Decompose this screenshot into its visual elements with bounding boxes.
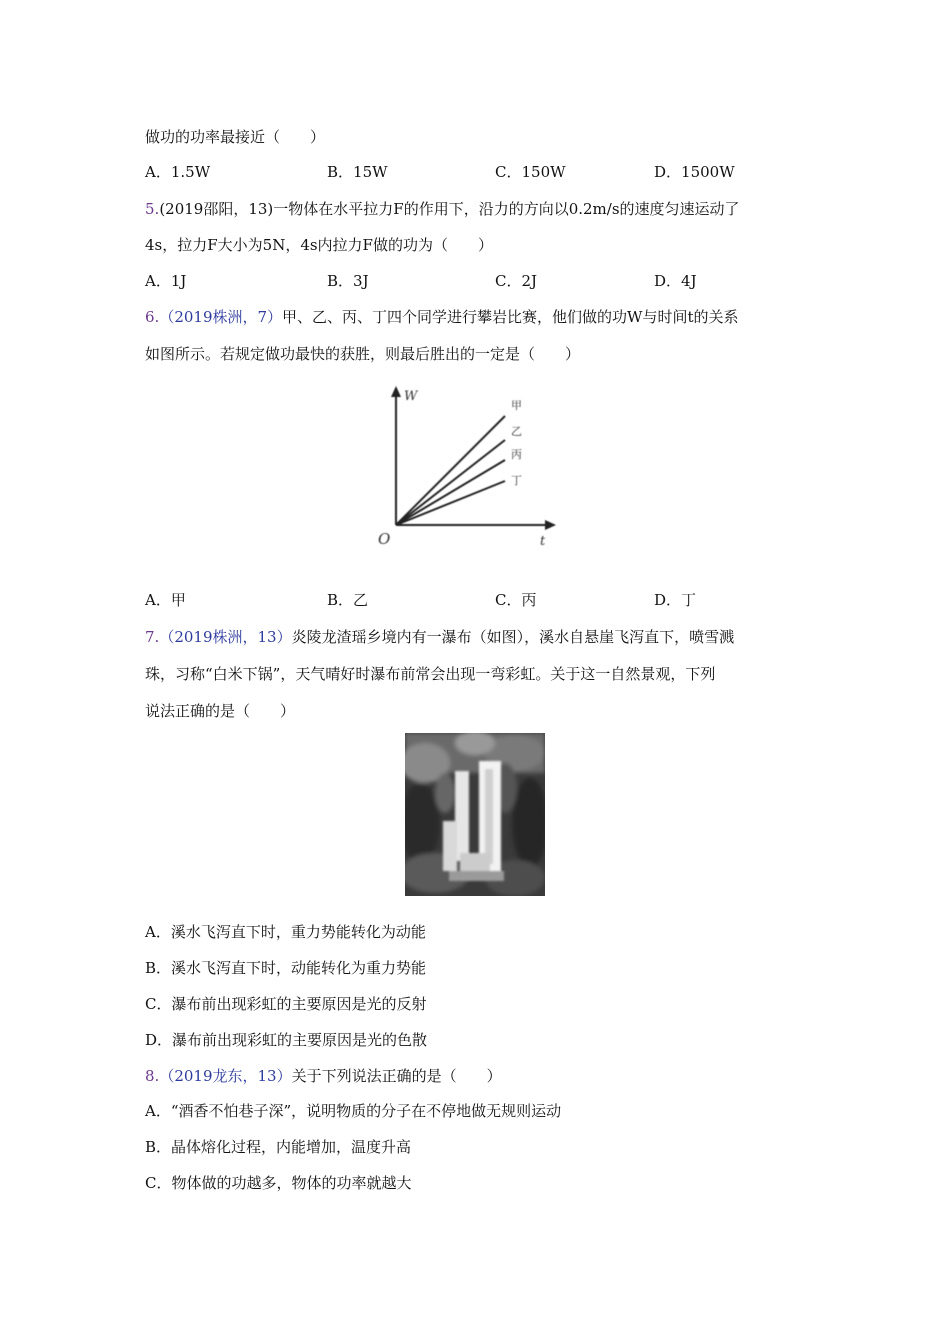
q6-y-axis-arrow — [391, 386, 401, 397]
q6-stem-line2: 如图所示。若规定做功最快的获胜，则最后胜出的一定是（ ） — [145, 345, 581, 363]
q7-stem-line1 — [145, 627, 734, 647]
q7-stem-line3: 说法正确的是（ ） — [145, 702, 296, 720]
q6-label-bing: 丙 — [511, 448, 522, 461]
q6-origin-label: O — [378, 530, 391, 548]
q6-stem-line1 — [145, 307, 738, 327]
q5-source: (2019邵阳，13) — [159, 200, 274, 218]
q7-waterfall-photo — [405, 733, 545, 896]
q4-stem-tail: 做功的功率最接近（ ） — [145, 128, 326, 146]
q6-x-axis-arrow — [545, 520, 556, 530]
q6-x-label: t — [540, 534, 546, 549]
q5-option-d: D．4J — [654, 272, 697, 290]
q6-option-a: A．甲 — [145, 591, 186, 609]
q7-option-b: B．溪水飞泻直下时，动能转化为重力势能 — [145, 959, 427, 977]
q6-option-d: D．丁 — [654, 591, 697, 609]
q4-option-c: C．150W — [495, 163, 566, 181]
q6-stem-text: 甲、乙、丙、丁四个同学进行攀岩比赛，他们做的功W与时间t的关系 — [282, 308, 739, 326]
q4-option-a: A．1.5W — [145, 163, 211, 181]
q7-stem-text: 炎陵龙渣瑶乡境内有一瀑布（如图），溪水自悬崖飞泻直下，喷雪溅 — [291, 628, 735, 646]
q8-source: （2019龙东，13） — [159, 1067, 292, 1085]
q8-option-b: B．晶体熔化过程，内能增加，温度升高 — [145, 1138, 412, 1156]
q7-option-c: C．瀑布前出现彩虹的主要原因是光的反射 — [145, 995, 427, 1013]
q5-number: 5. — [145, 200, 160, 218]
q5-option-b: B．3J — [327, 272, 369, 290]
q5-stem-text: 一物体在水平拉力F的作用下，沿力的方向以0.2m/s的速度匀速运动了 — [273, 200, 740, 218]
q7-source: （2019株洲，13） — [159, 628, 292, 646]
q7-option-d: D．瀑布前出现彩虹的主要原因是光的色散 — [145, 1031, 428, 1049]
q5-option-a: A．1J — [145, 272, 187, 290]
q7-number: 7. — [145, 628, 160, 646]
q6-label-yi: 乙 — [511, 425, 522, 438]
q8-stem-line1 — [145, 1066, 502, 1086]
q8-option-a: A．“酒香不怕巷子深”，说明物质的分子在不停地做无规则运动 — [145, 1102, 562, 1120]
q7-option-a: A．溪水飞泻直下时，重力势能转化为动能 — [145, 923, 426, 941]
q6-option-c: C．丙 — [495, 591, 537, 609]
q4-option-b: B．15W — [327, 163, 388, 181]
q6-option-b: B．乙 — [327, 591, 369, 609]
q6-label-ding: 丁 — [511, 474, 522, 487]
q8-option-c: C．物体做的功越多，物体的功率就越大 — [145, 1174, 412, 1192]
q6-number: 6. — [145, 308, 160, 326]
q5-stem-line1 — [145, 199, 740, 219]
q6-line-yi — [396, 440, 505, 525]
q6-line-ding — [396, 481, 505, 525]
q6-work-time-graph — [370, 380, 570, 550]
q6-y-label: W — [404, 389, 418, 404]
q4-option-d: D．1500W — [654, 163, 735, 181]
q5-stem-line2: 4s，拉力F大小为5N，4s内拉力F做的功为（ ） — [145, 236, 493, 254]
q8-stem-text: 关于下列说法正确的是（ ） — [291, 1067, 502, 1085]
q6-label-jia: 甲 — [511, 399, 522, 412]
q6-source: （2019株洲，7） — [159, 308, 283, 326]
q7-stem-line2: 珠，习称“白米下锅”，天气晴好时瀑布前常会出现一弯彩虹。关于这一自然景观，下列 — [145, 665, 716, 683]
q8-number: 8. — [145, 1067, 160, 1085]
q5-option-c: C．2J — [495, 272, 538, 290]
